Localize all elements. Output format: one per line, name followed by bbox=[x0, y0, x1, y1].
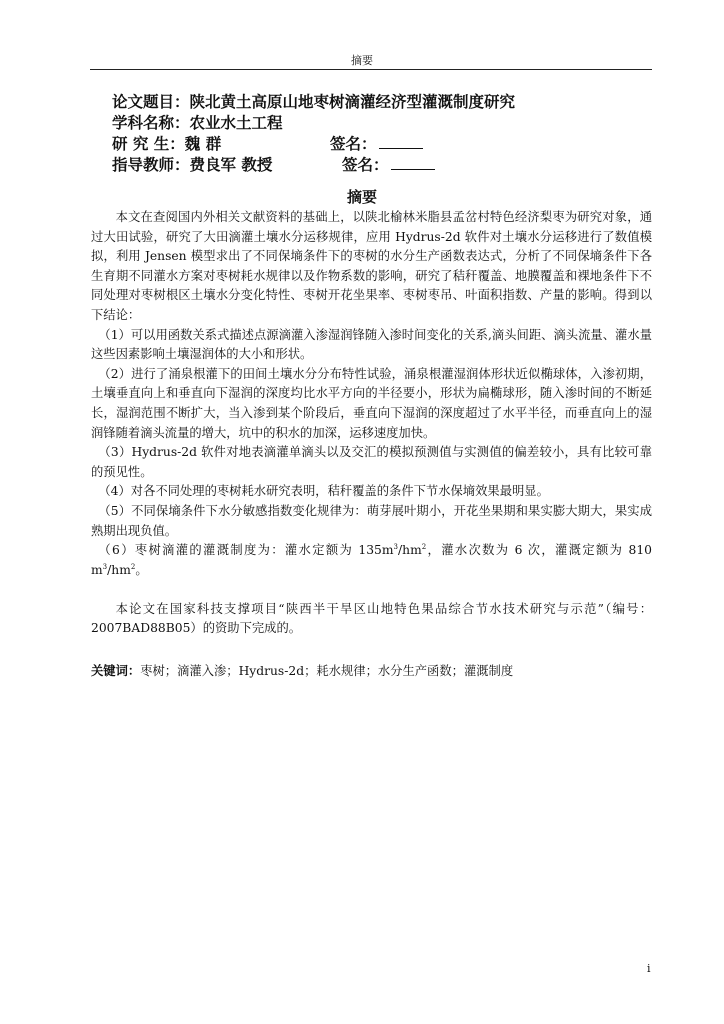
subject-row bbox=[112, 113, 515, 134]
abstract-body bbox=[91, 208, 652, 639]
advisor-name: 费良军 教授 bbox=[189, 156, 273, 174]
conclusion-3: （3）Hydrus-2d 软件对地表滴灌单滴头以及交汇的模拟预测值与实测值的偏差较小，具有比较可靠的预见性。 bbox=[91, 445, 652, 479]
keywords bbox=[91, 662, 652, 682]
thesis-title-label: 论文题目： bbox=[112, 93, 190, 111]
page-number: i bbox=[647, 962, 651, 975]
advisor-signature bbox=[342, 155, 435, 176]
abstract-heading: 摘要 bbox=[346, 188, 377, 206]
student-row bbox=[112, 134, 515, 155]
conclusion-1: （1）可以用函数关系式描述点源滴灌入渗湿润锋随入渗时间变化的关系,滴头间距、滴头流量、灌水量这些因素影响土壤湿润体的大小和形状。 bbox=[91, 327, 652, 362]
student-signature bbox=[330, 134, 423, 155]
acknowledgement: 本论文在国家科技支撑项目“陕西半干旱区山地特色果品综合节水技术研究与示范”（编号：2007BAD88B05）的资助下完成的。 bbox=[91, 601, 652, 636]
subject-label: 学科名称： bbox=[112, 114, 190, 132]
conclusion-5: （5）不同保墒条件下水分敏感指数变化规律为：萌芽展叶期小，开花坐果期和果实膨大期大，果实成熟期出现负值。 bbox=[91, 503, 652, 538]
student-label: 研 究 生： bbox=[112, 135, 185, 153]
student-name: 魏 群 bbox=[184, 135, 222, 153]
header-rule bbox=[90, 69, 652, 70]
conclusion-6: （6）枣树滴灌的灌溉制度为：灌水定额为 $135m^3/hm^2$，灌水次数为 6 次，灌溉定额为 810 $m^3/hm^2$。 bbox=[91, 543, 652, 577]
advisor-label: 指导教师： bbox=[112, 156, 190, 174]
advisor-row bbox=[112, 155, 515, 176]
subject-name: 农业水土工程 bbox=[189, 114, 283, 132]
signature-line bbox=[391, 156, 435, 170]
conclusion-4: （4）对各不同处理的枣树耗水研究表明，秸秆覆盖的条件下节水保墒效果最明显。 bbox=[98, 484, 549, 499]
keywords-list: 枣树；滴灌入渗；Hydrus-2d；耗水规律；水分生产函数；灌溉制度 bbox=[140, 664, 514, 678]
advisor-signature-label: 签名： bbox=[342, 156, 389, 174]
thesis-meta bbox=[112, 92, 515, 176]
running-header: 摘要 bbox=[351, 54, 373, 67]
student-signature-label: 签名： bbox=[330, 135, 377, 153]
abstract-intro: 本文在查阅国内外相关文献资料的基础上，以陕北榆林米脂县孟岔村特色经济梨枣为研究对象，通过大田试验，研究了大田滴灌土壤水分运移规律，应用 Hydrus-2d 软件对土壤水分运移进行了数值模拟，利用 Jensen 模型求出了不同保墒条件下的枣树的水分生产函数表达式，分析了不同保墒条件下各生育期不同灌水方案对枣树耗水规律以及作物系数的影响，研究了秸秆覆盖、地膜覆盖和裸地条件下不同处理对枣树根区土壤水分变化特性、枣树开花坐果率、枣树枣吊、叶面积指数、产量的影响。得到以下结论： bbox=[91, 210, 652, 322]
conclusion-2: （2）进行了涌泉根灌下的田间土壤水分分布特性试验，涌泉根灌湿润体形状近似椭球体，入渗初期，土壤垂直向上和垂直向下湿润的深度均比水平方向的半径要小，形状为扁椭球形，随入渗时间的不断延长，湿润范围不断扩大，当入渗到某个阶段后，垂直向下湿润的深度超过了水平半径，而垂直向上的湿润锋随着滴头流量的增大，坑中的积水的加深，运移速度加快。 bbox=[91, 366, 652, 440]
keywords-label: 关键词： bbox=[91, 664, 141, 678]
thesis-title-row bbox=[112, 92, 515, 113]
thesis-title: 陕北黄土高原山地枣树滴灌经济型灌溉制度研究 bbox=[189, 93, 516, 111]
signature-line bbox=[379, 135, 423, 149]
